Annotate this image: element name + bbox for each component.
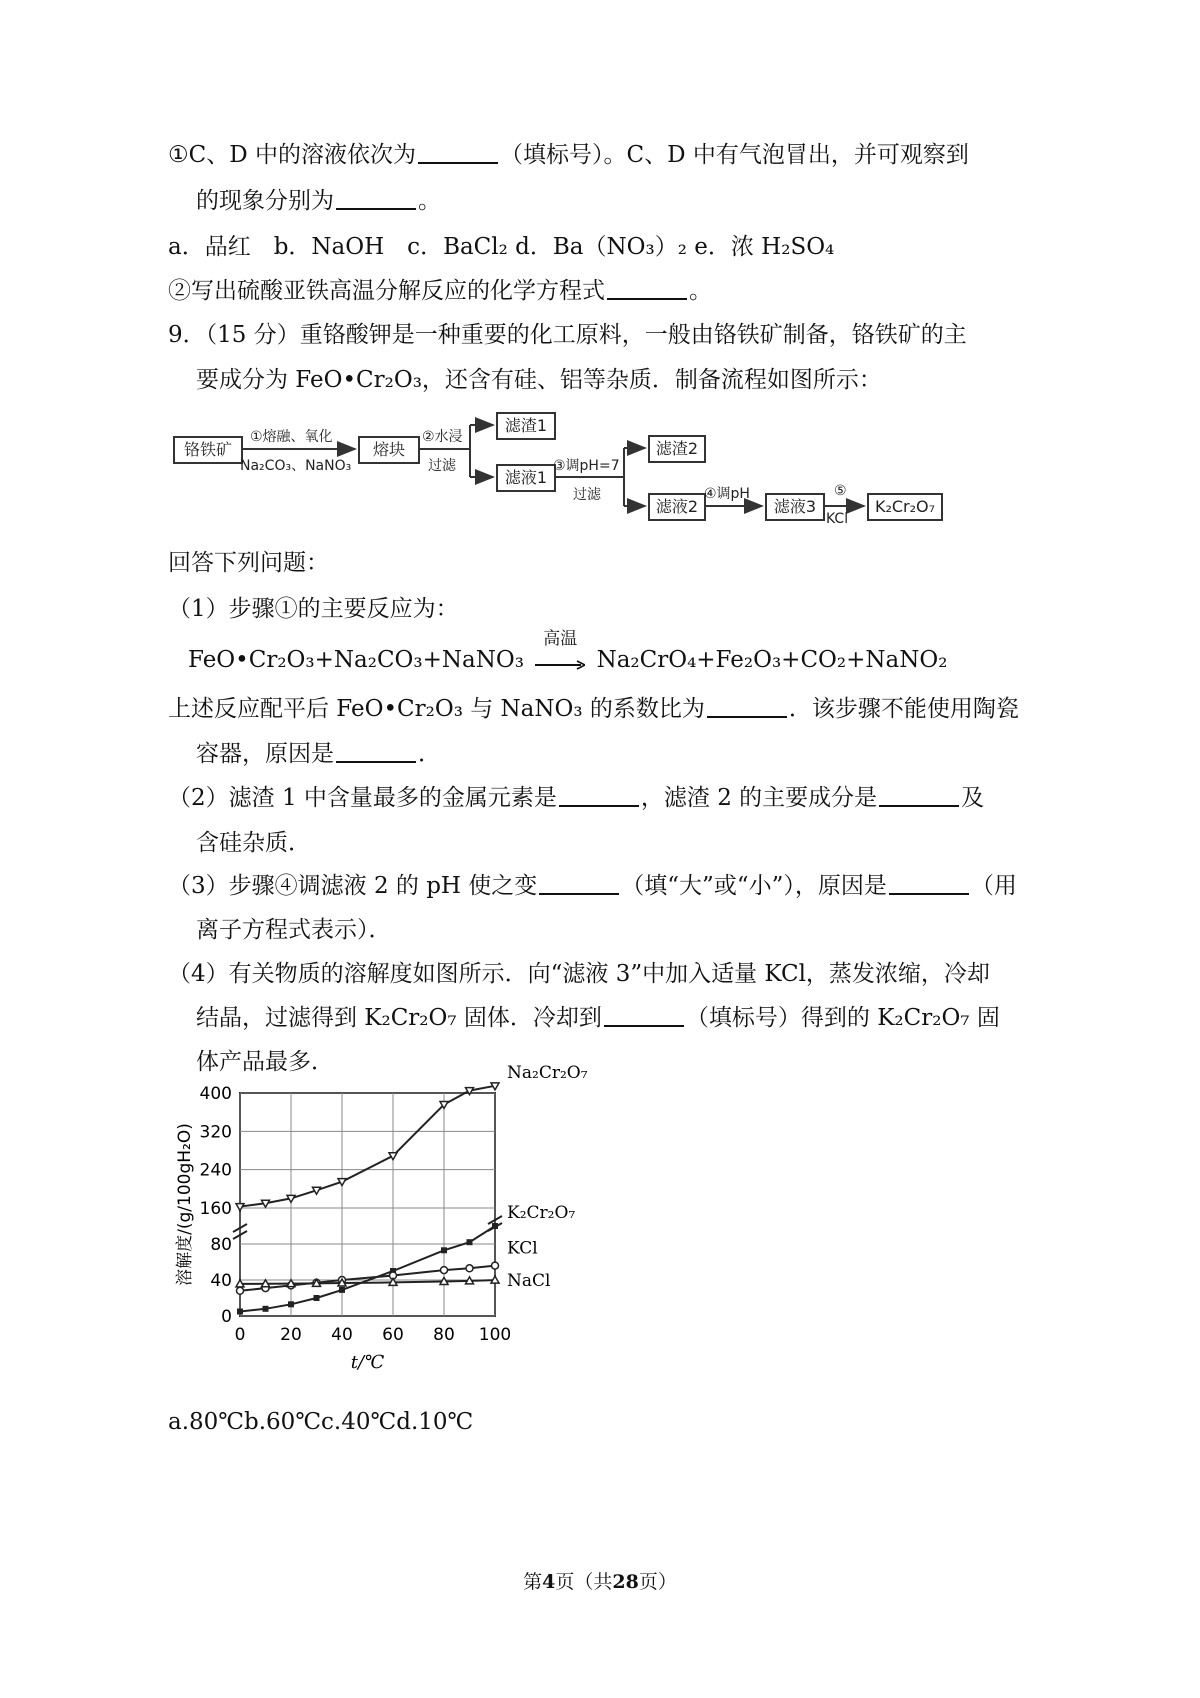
data-point <box>237 1287 244 1294</box>
series-label: K₂Cr₂O₇ <box>507 1203 576 1223</box>
part1-question-line1: 上述反应配平后 FeO•Cr₂O₃ 与 NaNO₃ 的系数比为 ．该步骤不能使用陶瓷 <box>168 696 1019 722</box>
y-tick-label: 40 <box>210 1271 232 1291</box>
x-tick-label: 40 <box>331 1325 353 1345</box>
step2-label-top: ②水浸 <box>422 429 463 445</box>
page-number: 4 <box>542 1571 556 1593</box>
data-point <box>466 1277 474 1284</box>
x-tick-label: 80 <box>433 1325 455 1345</box>
data-point <box>491 1083 499 1090</box>
part2-line1: （2）滤渣 1 中含量最多的金属元素是 ，滤渣 2 的主要成分是 及 <box>168 785 985 811</box>
box-product: K₂Cr₂O₇ <box>867 493 943 521</box>
part1-equation: FeO•Cr₂O₃+Na₂CO₃+NaNO₃ 高温 Na₂CrO₄+Fe₂O₃+CO₂+NaNO₂ <box>188 629 948 673</box>
x-tick-label: 100 <box>478 1325 512 1345</box>
data-point <box>313 1187 321 1194</box>
step2-label-bottom: 过滤 <box>428 458 456 474</box>
q9-intro-line1: 9．（15 分）重铬酸钾是一种重要的化工原料，一般由铬铁矿制备，铬铁矿的主 <box>168 322 967 348</box>
step1-label-bottom: Na₂CO₃、NaNO₃ <box>240 458 352 474</box>
series-line-2 <box>240 1266 495 1291</box>
part1-title: （1）步骤①的主要反应为： <box>168 596 459 622</box>
step4-label-top: ④调pH <box>704 486 750 502</box>
part4-line2: 结晶，过滤得到 K₂Cr₂O₇ 固体．冷却到 （填标号）得到的 K₂Cr₂O₇ 固 <box>196 1005 1000 1031</box>
box-filtrate-2: 滤液2 <box>648 493 706 521</box>
x-tick-label: 20 <box>280 1325 302 1345</box>
step3-label-bottom: 过滤 <box>573 487 601 503</box>
data-point <box>467 1239 473 1245</box>
data-point <box>492 1223 498 1229</box>
data-point <box>492 1262 499 1269</box>
part4-options: a.80℃b.60℃c.40℃d.10℃ <box>168 1409 474 1435</box>
data-point <box>491 1276 499 1283</box>
data-point <box>389 1278 397 1285</box>
data-point <box>237 1309 243 1315</box>
box-melt-block: 熔块 <box>358 436 420 464</box>
q8-line2: 的现象分别为 。 <box>196 188 441 214</box>
q8-line3: ②写出硫酸亚铁高温分解反应的化学方程式 。 <box>168 278 712 304</box>
data-point <box>262 1280 270 1287</box>
y-axis-label: 溶解度/(g/100gH₂O) <box>175 1123 195 1286</box>
data-point <box>440 1277 448 1284</box>
y-tick-label: 240 <box>199 1160 232 1181</box>
box-residue-1: 滤渣1 <box>496 412 556 440</box>
data-point <box>287 1195 295 1202</box>
box-residue-2: 滤渣2 <box>648 435 706 463</box>
box-filtrate-1: 滤液1 <box>496 464 556 492</box>
y-tick-label: 0 <box>221 1307 232 1327</box>
data-point <box>441 1247 447 1253</box>
box-filtrate-3: 滤液3 <box>765 493 825 521</box>
answer-prompt: 回答下列问题： <box>168 550 329 576</box>
data-point <box>314 1295 320 1301</box>
data-point <box>339 1287 345 1293</box>
series-label: NaCl <box>507 1271 551 1292</box>
data-point <box>236 1204 244 1211</box>
part1-question-line2: 容器，原因是 ． <box>196 741 441 767</box>
part4-line1: （4）有关物质的溶解度如图所示．向“滤液 3”中加入适量 KCl，蒸发浓缩，冷却 <box>168 961 990 987</box>
step5-label-bottom: KCl <box>826 511 849 527</box>
y-tick-label: 320 <box>199 1122 232 1143</box>
data-point <box>287 1280 295 1287</box>
series-label: Na₂Cr₂O₇ <box>507 1062 588 1083</box>
part2-line2: 含硅杂质． <box>196 830 311 856</box>
step3-label-top: ③调pH=7 <box>553 458 620 474</box>
data-point <box>466 1265 473 1272</box>
q8-options: a．品红 b．NaOH c．BaCl₂ d．Ba（NO₃）₂ e．浓 H₂SO₄ <box>168 234 835 260</box>
q8-line1: ①C、D 中的溶液依次为 （填标号）。C、D 中有气泡冒出，并可观察到 <box>168 142 969 168</box>
data-point <box>262 1200 270 1207</box>
data-point <box>288 1301 294 1307</box>
x-tick-label: 60 <box>382 1325 404 1345</box>
step5-label-top: ⑤ <box>834 483 847 499</box>
y-tick-label: 400 <box>199 1084 232 1104</box>
part3-line2: 离子方程式表示）． <box>196 917 392 943</box>
box-chromite-ore: 铬铁矿 <box>173 436 243 464</box>
x-tick-label: 0 <box>234 1325 246 1345</box>
data-point <box>441 1267 448 1274</box>
series-line-0 <box>240 1086 495 1207</box>
reaction-arrow: 高温 <box>535 645 585 675</box>
data-point <box>389 1153 397 1160</box>
total-pages: 28 <box>612 1571 639 1593</box>
y-tick-label: 160 <box>199 1199 232 1219</box>
q9-intro-line2: 要成分为 FeO•Cr₂O₃，还含有硅、铝等杂质．制备流程如图所示： <box>196 367 882 393</box>
y-tick-label: 80 <box>210 1235 232 1255</box>
series-label: KCl <box>507 1238 538 1259</box>
data-point <box>263 1306 269 1312</box>
part4-line3: 体产品最多． <box>196 1049 334 1075</box>
x-axis-label: t/℃ <box>350 1352 385 1373</box>
step1-label-top: ①熔融、氧化 <box>250 429 333 445</box>
part3-line1: （3）步骤④调滤液 2 的 pH 使之变 （填“大”或“小”），原因是 （用 <box>168 873 1017 899</box>
data-point <box>338 1179 346 1186</box>
data-point <box>236 1280 244 1287</box>
page-footer: 第4页（共28页） <box>523 1571 677 1593</box>
